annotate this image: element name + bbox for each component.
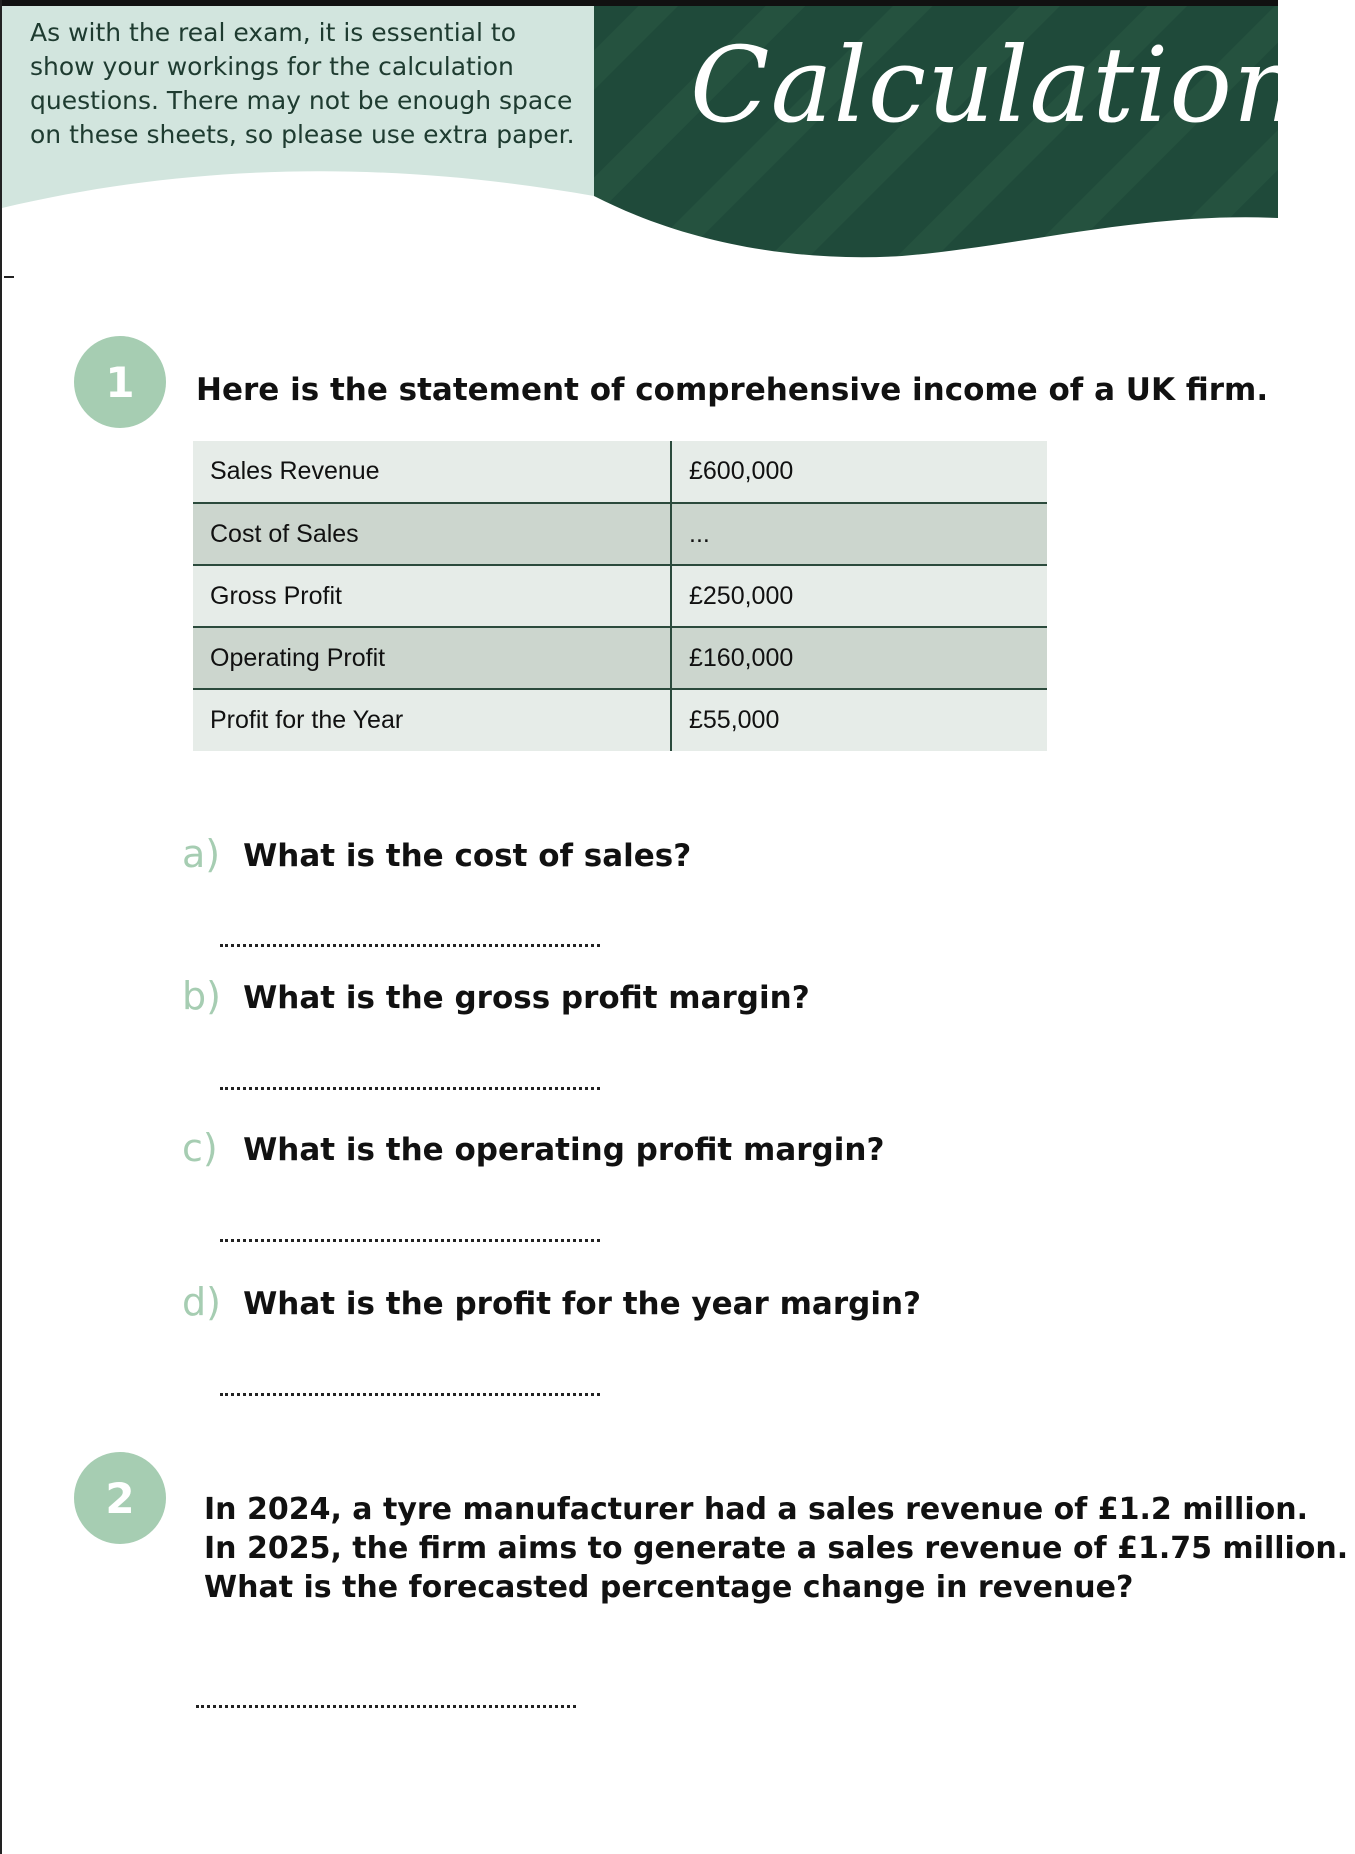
sub-question-text: What is the profit for the year margin?	[243, 1286, 922, 1322]
row-value: £600,000	[671, 441, 1047, 503]
table-row	[193, 441, 1047, 503]
question-2-badge: 2	[74, 1452, 166, 1544]
sub-question-c	[182, 1126, 884, 1170]
answer-line-a[interactable]	[220, 944, 600, 947]
row-label: Sales Revenue	[193, 441, 671, 503]
intro-note-line: show your workings for the calculation	[30, 52, 514, 81]
row-label: Operating Profit	[193, 627, 671, 689]
row-value: £250,000	[671, 565, 1047, 627]
answer-line-b[interactable]	[220, 1087, 600, 1090]
margin-tick	[4, 276, 14, 278]
question-2-line: In 2024, a tyre manufacturer had a sales revenue of £1.2 million.	[204, 1492, 1308, 1527]
intro-note-line: on these sheets, so please use extra paper.	[30, 120, 575, 149]
question-2-text	[204, 1490, 1349, 1607]
sub-question-text: What is the operating profit margin?	[243, 1132, 885, 1168]
answer-line-c[interactable]	[220, 1239, 600, 1242]
sub-question-d	[182, 1280, 921, 1324]
question-2-line: In 2025, the firm aims to generate a sales revenue of £1.75 million.	[204, 1531, 1349, 1566]
intro-note-line: As with the real exam, it is essential to	[30, 18, 516, 47]
row-value: £55,000	[671, 689, 1047, 751]
sub-question-letter: d)	[182, 1280, 221, 1324]
sub-question-letter: b)	[182, 974, 221, 1018]
sub-question-letter: a)	[182, 832, 221, 876]
row-label: Gross Profit	[193, 565, 671, 627]
row-label: Profit for the Year	[193, 689, 671, 751]
income-statement-table	[193, 441, 1047, 751]
row-label: Cost of Sales	[193, 503, 671, 565]
table-row	[193, 689, 1047, 751]
sub-question-a	[182, 832, 691, 876]
intro-note	[30, 16, 600, 152]
sub-question-b	[182, 974, 810, 1018]
header-banner	[2, 6, 1355, 264]
page-left-edge	[0, 0, 2, 1854]
intro-note-line: questions. There may not be enough space	[30, 86, 573, 115]
answer-line-d[interactable]	[220, 1393, 600, 1396]
table-row	[193, 503, 1047, 565]
question-2-line: What is the forecasted percentage change in revenue?	[204, 1570, 1134, 1605]
answer-line-q2[interactable]	[196, 1705, 576, 1708]
sub-question-letter: c)	[182, 1126, 218, 1170]
question-1-stem: Here is the statement of comprehensive income of a UK firm.	[196, 372, 1269, 408]
row-value: ...	[671, 503, 1047, 565]
question-1-badge: 1	[74, 336, 166, 428]
row-value: £160,000	[671, 627, 1047, 689]
sub-question-text: What is the cost of sales?	[243, 838, 692, 874]
table-row	[193, 565, 1047, 627]
page-title: Calculations	[690, 24, 1355, 146]
sub-question-text: What is the gross profit margin?	[243, 980, 810, 1016]
table-row	[193, 627, 1047, 689]
